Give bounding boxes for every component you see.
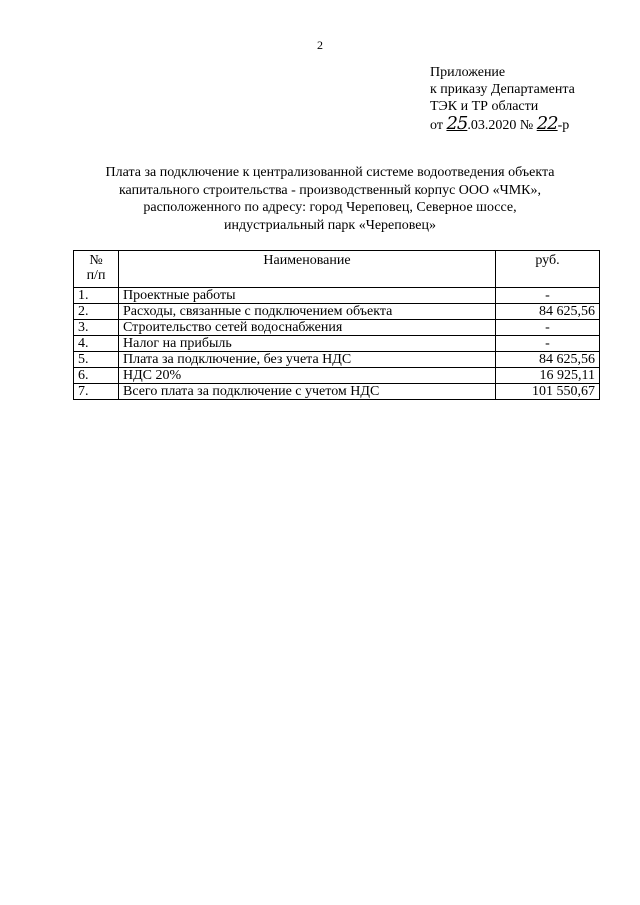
row-sum: - bbox=[496, 320, 600, 336]
appendix-date-line bbox=[430, 115, 575, 134]
row-name: НДС 20% bbox=[119, 368, 496, 384]
header-num bbox=[74, 251, 119, 288]
table-header-row bbox=[74, 251, 600, 288]
appendix-order-ref: к приказу Департамента bbox=[430, 82, 575, 97]
appendix-heading: Приложение bbox=[430, 65, 506, 80]
row-sum: 84 625,56 bbox=[496, 304, 600, 320]
table-row bbox=[74, 288, 600, 304]
order-number-handwritten: 22 bbox=[536, 113, 558, 134]
row-sum: 101 550,67 bbox=[496, 384, 600, 400]
table-row bbox=[74, 304, 600, 320]
row-name: Строительство сетей водоснабжения bbox=[119, 320, 496, 336]
title-line-3: расположенного по адресу: город Череповец, Северное шоссе, bbox=[143, 200, 517, 215]
row-name: Расходы, связанные с подключением объекта bbox=[119, 304, 496, 320]
header-sum: руб. bbox=[496, 251, 600, 288]
date-prefix: от bbox=[430, 118, 443, 133]
row-num: 4. bbox=[74, 336, 119, 352]
row-num: 3. bbox=[74, 320, 119, 336]
row-name: Всего плата за подключение с учетом НДС bbox=[119, 384, 496, 400]
title-line-1: Плата за подключение к централизованной системе водоотведения объекта bbox=[105, 165, 555, 180]
date-rest: .03.2020 № bbox=[467, 118, 534, 133]
row-num: 5. bbox=[74, 352, 119, 368]
header-num-line1: № bbox=[89, 253, 103, 268]
date-day-handwritten: 25 bbox=[446, 113, 468, 134]
row-num: 2. bbox=[74, 304, 119, 320]
row-sum: 84 625,56 bbox=[496, 352, 600, 368]
table-row bbox=[74, 336, 600, 352]
title-line-4: индустриальный парк «Череповец» bbox=[224, 217, 436, 233]
header-num-line2: п/п bbox=[86, 268, 106, 283]
row-num: 6. bbox=[74, 368, 119, 384]
row-name: Налог на прибыль bbox=[119, 336, 496, 352]
appendix-block bbox=[430, 64, 575, 134]
row-name: Плата за подключение, без учета НДС bbox=[119, 352, 496, 368]
title-line-2: капитального строительства - производственный корпус ООО «ЧМК», bbox=[118, 182, 542, 198]
row-num: 1. bbox=[74, 288, 119, 304]
row-sum: - bbox=[496, 288, 600, 304]
page-number: 2 bbox=[317, 38, 323, 52]
header-name: Наименование bbox=[119, 251, 496, 288]
row-num: 7. bbox=[74, 384, 119, 400]
row-sum: 16 925,11 bbox=[496, 368, 600, 384]
fee-table bbox=[73, 250, 600, 400]
table-row bbox=[74, 320, 600, 336]
table-row bbox=[74, 384, 600, 400]
table-row bbox=[74, 352, 600, 368]
table-row bbox=[74, 368, 600, 384]
document-title bbox=[60, 164, 600, 234]
appendix-department: ТЭК и ТР области bbox=[430, 99, 539, 114]
row-name: Проектные работы bbox=[119, 288, 496, 304]
order-suffix: -р bbox=[557, 118, 570, 133]
row-sum: - bbox=[496, 336, 600, 352]
